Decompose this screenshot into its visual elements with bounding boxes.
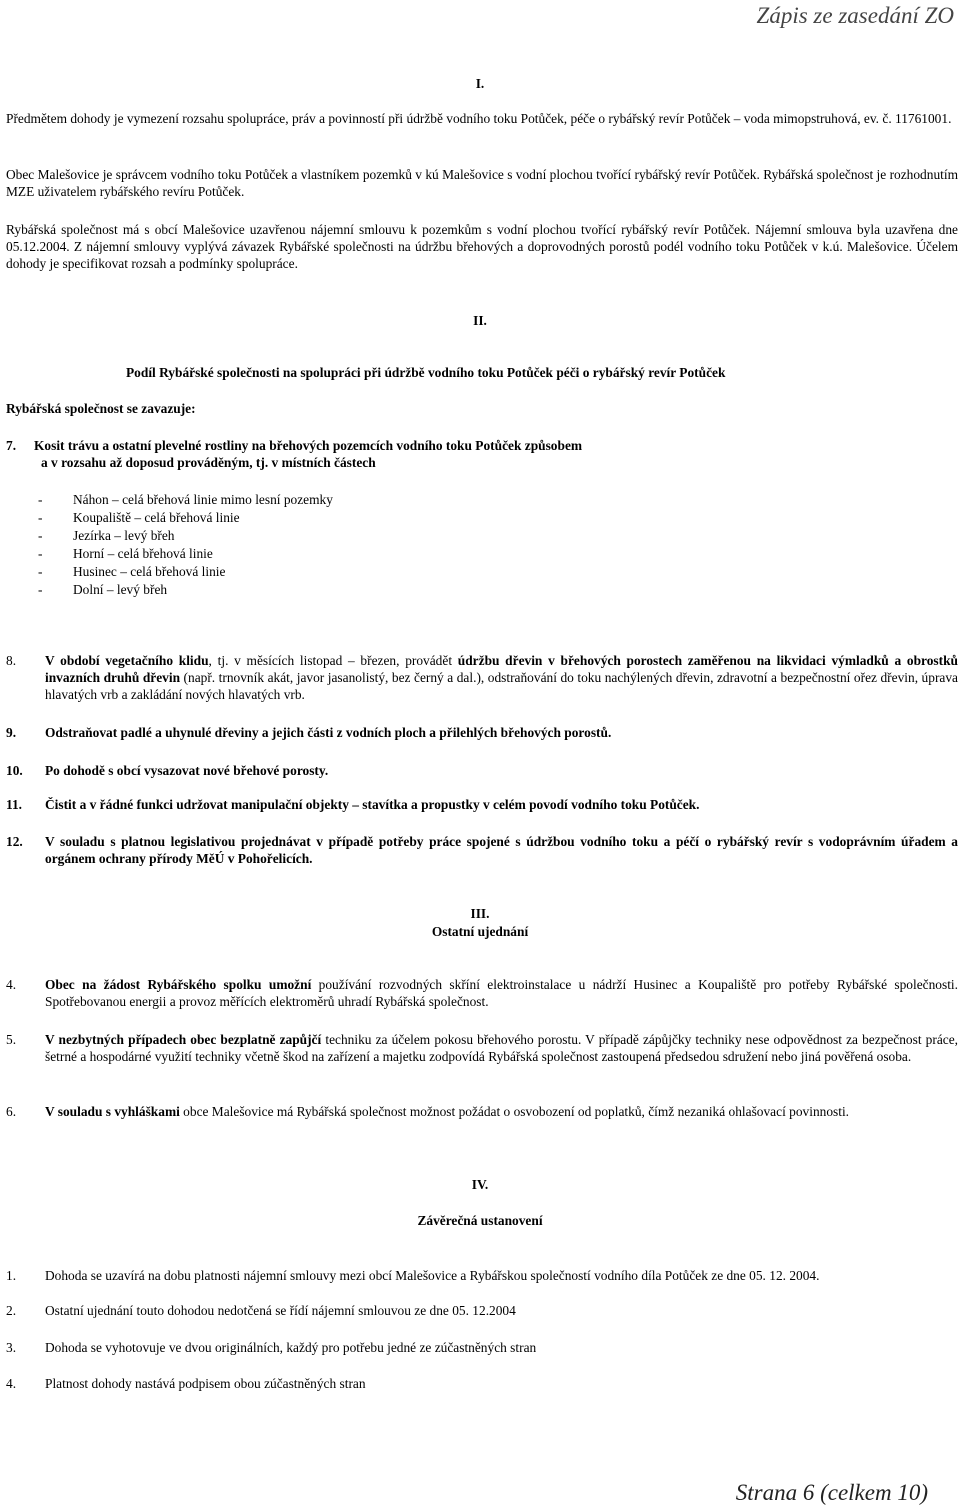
item-number: 5. [6,1032,17,1047]
final-item-text: Dohoda se vyhotovuje ve dvou originálních, každý pro potřebu jedné ze zúčastněných stran [45,1340,537,1355]
item-number: 4. [6,1376,17,1391]
item-number: 6. [6,1104,17,1119]
item-9-text: Odstraňovat padlé a uhynulé dřeviny a jejich části z vodních ploch a přilehlých břehových porostů. [45,725,612,740]
obligation-item-8 [6,652,958,703]
item-10-text: Po dohodě s obcí vysazovat nové břehové porosty. [45,763,329,778]
list-item: - Náhon – celá břehová linie mimo lesní pozemky [38,491,538,509]
item-5-text: V nezbytných případech obec bezplatně zapůjčí techniku za účelem pokosu břehového porostu. V případě zápůjčky techniky nese odpovědnost za bezpečnost práce, šetrné a hospodárné využití techniky včetně škod na zařízení a majetku zodpovídá Rybářská společnost zastoupená předsedou sdružení nebo jiná pověřená osoba. [45,1032,959,1064]
final-item-text: Dohoda se uzavírá na dobu platnosti nájemní smlouvy mezi obcí Malešovice a Rybářskou společností vodního díla Potůček ze dne 05. 12. 2004. [45,1268,820,1283]
item-number: 3. [6,1340,17,1355]
page-footer-number: Strana 6 (celkem 10) [735,1480,928,1505]
item-number: 8. [6,653,17,668]
section-3-numeral: III. [470,906,490,921]
item-number: 11. [6,797,22,812]
list-item: - Jezírka – levý břeh [38,527,538,545]
section-3-title: Ostatní ujednání [431,924,529,939]
final-item-1 [6,1267,958,1284]
item-8-text: V období vegetačního klidu, tj. v měsících listopad – březen, provádět údržbu dřevin v břehových porostech zaměřenou na likvidaci výmladků a obrostků invazních druhů dřevin (např. trnovník akát, javor jasanolistý, bez černý a dal.), odstraňování do toku nachýlených dřevin, zdravotní a bezpečnostní ořez dřevin, úprava hlavatých vrb a zakládání nových hlavatých vrb. [45,653,958,702]
item-6-text: V souladu s vyhláškami obce Malešovice má Rybářská společnost možnost požádat o osvobození od poplatků, čímž nezaniká ohlašovací povinnosti. [45,1104,850,1119]
section-2-numeral: II. [473,313,487,328]
item-number: 9. [6,725,17,740]
agreement-item-6 [6,1103,958,1120]
item-7-line-2: a v rozsahu až doposud prováděným, tj. v místních částech [41,455,376,470]
section-1-paragraph-2: Obec Malešovice je správcem vodního toku Potůček a vlastníkem pozemků v kú Malešovice s vodní plochou tvořící rybářský revír Potůček. Rybářská společnost je rozhodnutím MZE uživatelem rybářského revíru Potůček. [6,167,958,199]
section-1-numeral: I. [475,76,485,91]
obligation-item-11 [6,796,958,813]
list-item: - Husinec – celá břehová linie [38,563,538,581]
final-item-text: Ostatní ujednání touto dohodou nedotčená se řídí nájemní smlouvou ze dne 05. 12.2004 [45,1303,516,1318]
item-number: 7. [6,438,17,453]
obligation-item-12 [6,833,958,867]
item-4-text: Obec na žádost Rybářského spolku umožní používání rozvodných skříní elektroinstalace u nádrží Husinec a Koupaliště pro potřeby Rybářské společnosti. Spotřebovanou energii a provoz měřících elektroměrů uhradí Rybářská společnost. [45,977,958,1009]
list-item: - Koupaliště – celá břehová linie [38,509,538,527]
item-number: 4. [6,977,17,992]
section-4-numeral: IV. [471,1177,489,1192]
final-item-text: Platnost dohody nastává podpisem obou zúčastněných stran [45,1376,366,1391]
page-header-title: Zápis ze zasedání ZO [756,3,954,28]
item-number: 12. [6,834,23,849]
item-12-text: V souladu s platnou legislativou projednávat v případě potřeby práce spojené s údržbou vodního toku a péčí o rybářský revír s vodoprávním úřadem a orgánem ochrany přírody MěÚ v Pohořelicích. [45,834,958,866]
section-4-title: Závěrečná ustanovení [417,1213,543,1228]
section-2-intro: Rybářská společnost se zavazuje: [6,401,196,416]
agreement-item-5 [6,1031,958,1065]
final-item-3 [6,1339,958,1356]
obligation-item-10 [6,762,958,779]
obligation-item-9 [6,724,958,741]
final-item-4 [6,1375,958,1392]
item-number: 10. [6,763,23,778]
section-2-title: Podíl Rybářské společnosti na spolupráci při údržbě vodního toku Potůček péči o rybářský revír Potůček [126,365,726,380]
list-item: - Dolní – levý břeh [38,581,538,599]
list-item: - Horní – celá břehová linie [38,545,538,563]
obligation-item-7 [6,437,958,471]
places-list [38,491,538,599]
agreement-item-4 [6,976,958,1010]
final-item-2 [6,1302,958,1319]
item-number: 2. [6,1303,17,1318]
item-number: 1. [6,1268,17,1283]
section-1-paragraph-3: Rybářská společnost má s obcí Malešovice uzavřenou nájemní smlouvu k pozemkům s vodní plochou tvořící rybářský revír Potůček. Nájemní smlouva byla uzavřena dne 05.12.2004. Z nájemní smlouvy vyplývá závazek Rybářské společnosti na údržbu břehových a doprovodných porostů podél vodního toku Potůček v k.ú. Malešovice. Účelem dohody je specifikovat rozsah a podmínky spolupráce. [6,222,958,271]
section-1-paragraph-1: Předmětem dohody je vymezení rozsahu spolupráce, práv a povinností při údržbě vodního toku Potůček, péče o rybářský revír Potůček – voda mimopstruhová, ev. č. 11761001. [6,111,952,126]
item-11-text: Čistit a v řádné funkci udržovat manipulační objekty – stavítka a propustky v celém povodí vodního toku Potůček. [45,797,700,812]
item-7-line-1: Kosit trávu a ostatní plevelné rostliny na břehových pozemcích vodního toku Potůček způsobem [34,438,583,453]
